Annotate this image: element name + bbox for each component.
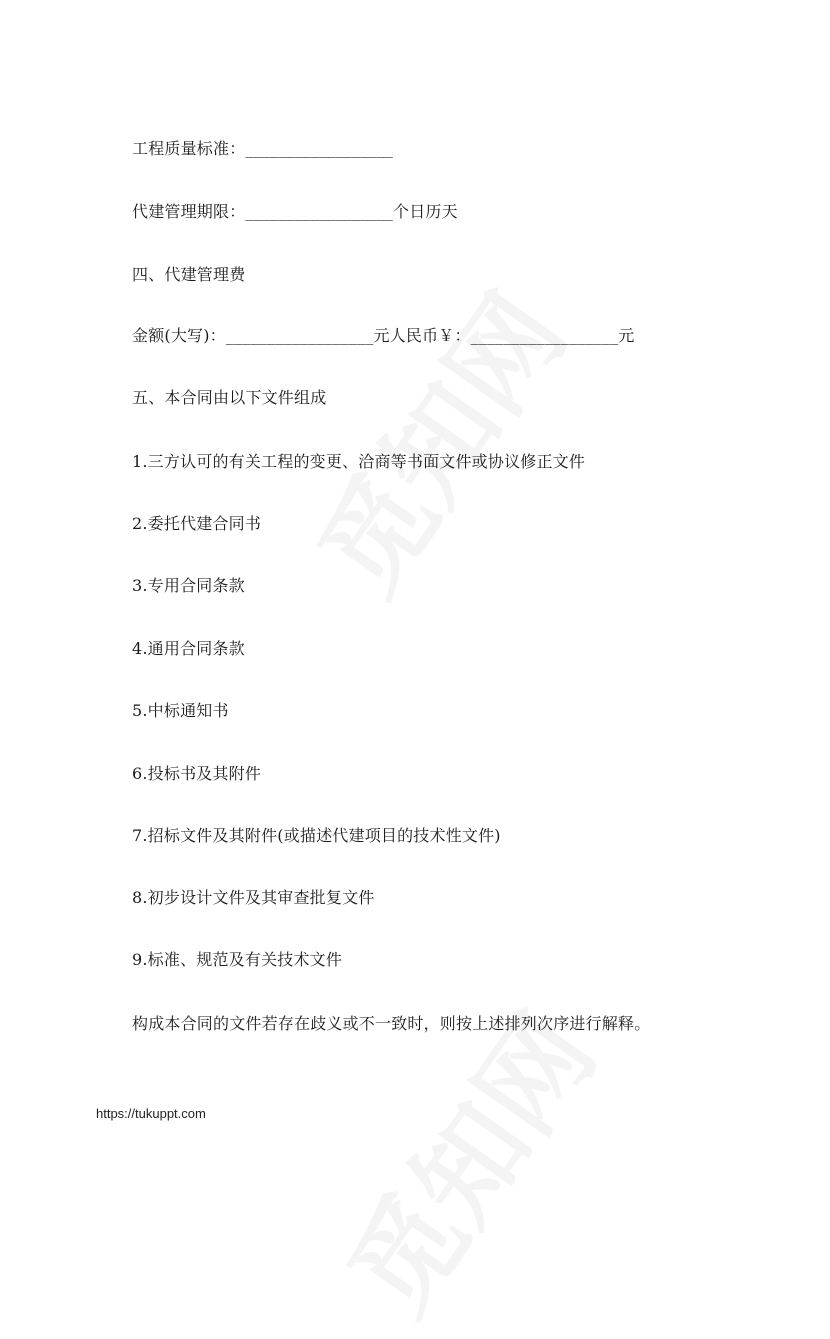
list-item-8: 8.初步设计文件及其审查批复文件 [132, 888, 375, 907]
interpretation-clause: 构成本合同的文件若存在歧义或不一致时，则按上述排列次序进行解释。 [132, 1014, 651, 1033]
management-period-line: 代建管理期限：__________________个日历天 [132, 202, 458, 221]
section-five-heading: 五、本合同由以下文件组成 [132, 388, 327, 407]
list-item-4: 4.通用合同条款 [132, 639, 245, 658]
fee-amount-line: 金额(大写)：__________________元人民币￥：__________________元 [132, 326, 635, 345]
quality-standard-line: 工程质量标准：__________________ [132, 139, 394, 158]
list-item-6: 6.投标书及其附件 [132, 764, 262, 783]
list-item-1: 1.三方认可的有关工程的变更、洽商等书面文件或协议修正文件 [132, 452, 586, 471]
list-item-9: 9.标准、规范及有关技术文件 [132, 950, 343, 969]
watermark [276, 259, 595, 620]
section-four-heading: 四、代建管理费 [132, 265, 246, 284]
list-item-7: 7.招标文件及其附件(或描述代建项目的技术性文件) [132, 826, 501, 845]
list-item-2: 2.委托代建合同书 [132, 514, 262, 533]
list-item-3: 3.专用合同条款 [132, 576, 245, 595]
list-item-5: 5.中标通知书 [132, 701, 229, 720]
footer-url[interactable]: https://tukuppt.com [96, 1106, 206, 1121]
